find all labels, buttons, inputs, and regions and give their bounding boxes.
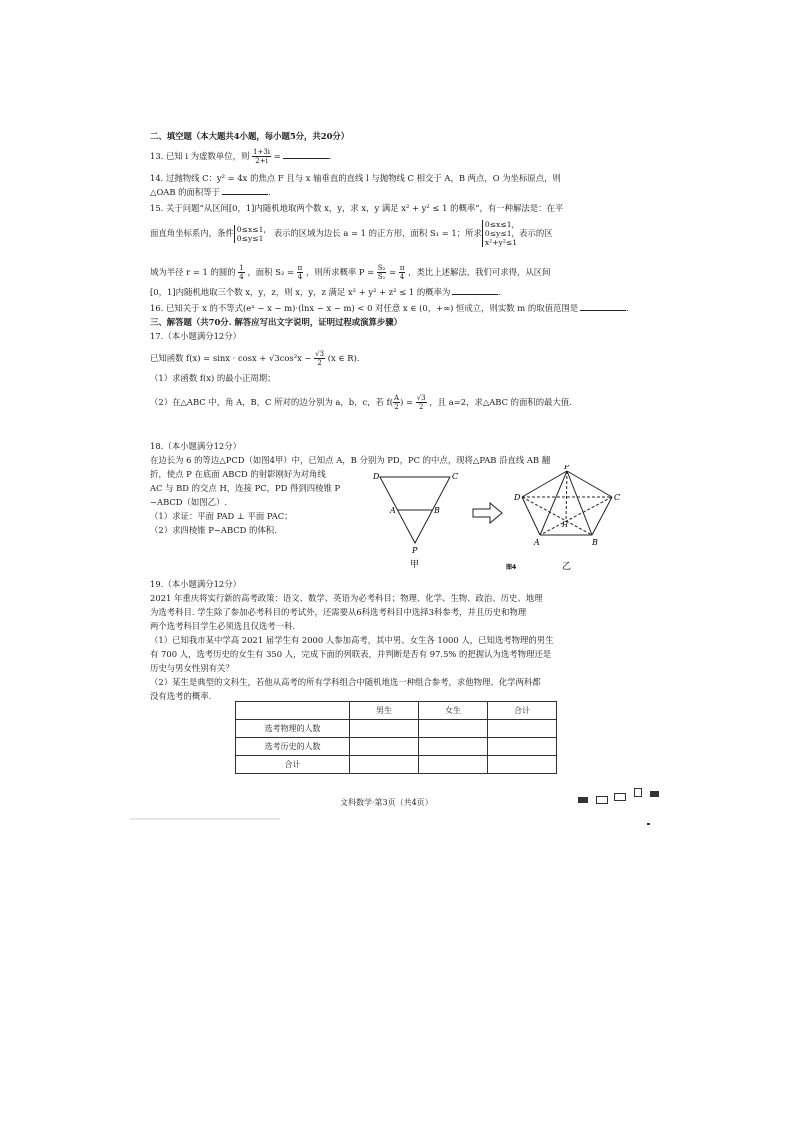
label-B-jia: B	[434, 506, 440, 515]
figure-caption: 图4	[506, 564, 517, 571]
q19-line5: 有 700 人，选考历史的女生有 350 人，完成下面的列联表，并判断是否有 97.5% 的把握认为选考物理还是	[150, 649, 552, 659]
q18-line2: 折，使点 P 在底面 ABCD 的射影刚好为对角线	[150, 469, 326, 479]
question-15-line4: [0，1]内随机地取三个数 x，y，z，则 x，y，z 满足 x² + y² + z² ≤ 1 的概率为 .	[150, 287, 502, 297]
label-A-jia: A	[390, 506, 396, 515]
table-cell	[419, 720, 488, 738]
table-cell	[488, 720, 557, 738]
q19-line6: 历史与男女性别有关？	[150, 663, 234, 673]
question-16: 16. 已知关于 x 的不等式(eˣ − x − m)·(lnx − x − m) < 0 对任意 x ∈ (0，+∞) 恒成立，则实数 m 的取值范围是 .	[150, 303, 629, 313]
answer-blank	[283, 150, 329, 159]
q19-line8: 没有选考的概率.	[150, 691, 212, 701]
figure-4	[370, 465, 650, 575]
q18-line1: 在边长为 6 的等边△PCD（如图4甲）中，已知点 A，B 分别为 PD，PC 的中点，现将△PAB 沿直线 AB 翻	[150, 455, 551, 465]
q18-line4: −ABCD（如图乙）.	[150, 497, 228, 507]
row-label: 选考物理的人数	[236, 720, 350, 738]
table-header-row	[236, 702, 557, 720]
label-H-yi: H	[562, 521, 569, 529]
answer-blank	[580, 302, 626, 311]
q19-line3: 两个选考科目学生必须选且仅选考一科.	[150, 621, 296, 631]
label-A-yi: A	[534, 538, 540, 547]
caption-jia: 甲	[410, 560, 420, 570]
q17-part1: （1）求函数 f(x) 的最小正周期；	[150, 373, 276, 383]
registration-mark	[578, 797, 588, 803]
answer-blank	[222, 186, 268, 195]
figure-yi	[513, 465, 620, 572]
section2-heading: 二、填空题（本大题共4小题，每小题5分，共20分）	[150, 131, 350, 141]
label-D-yi: D	[514, 493, 521, 502]
page-footer: 文科数学·第3页（共4页）	[340, 798, 433, 807]
registration-mark	[650, 791, 659, 797]
table-cell	[488, 738, 557, 756]
table-header: 男生	[350, 702, 419, 720]
table-row	[236, 756, 557, 774]
contingency-table	[235, 701, 557, 774]
q18-part2: （2）求四棱锥 P−ABCD 的体积.	[150, 525, 277, 535]
question-15-line1: 15. 关于问题“从区间[0，1]内随机地取两个数 x，y，求 x，y 满足 x² + y² ≤ 1 的概率”，有一种解法是：在平	[150, 203, 564, 213]
q17-given: 已知函数 f(x) = sinx · cosx + √3cos²x − $\frac{√3}{2}$ (x ∈ R).	[150, 350, 360, 367]
table-cell	[419, 738, 488, 756]
registration-mark	[647, 823, 650, 825]
q13-fraction: $\frac{1+3i}{2+i}$	[253, 148, 271, 165]
table-row	[236, 720, 557, 738]
table-cell	[350, 720, 419, 738]
section3-heading: 三、解答题（共70分. 解答应写出文字说明，证明过程或演算步骤）	[150, 317, 402, 327]
label-C-yi: C	[614, 493, 621, 502]
table-cell	[236, 702, 350, 720]
table-cell	[350, 738, 419, 756]
answer-blank	[452, 286, 498, 295]
q17-part2: （2）在△ABC 中，角 A，B，C 所对的边分别为 a，b，c，若 f( $\frac{A}{2}$ ) = $\frac{√3}{2}$ ，且 a=2，求△ABC 的面积的最大值.	[150, 394, 572, 411]
q17-title: 17.（本小题满分12分）	[150, 331, 241, 341]
q18-part1: （1）求证：平面 PAD ⊥ 平面 PAC；	[150, 511, 293, 521]
label-B-yi: B	[592, 538, 598, 547]
q18-title: 18.（本小题满分12分）	[150, 441, 241, 451]
q19-line7: （2）某生是典型的文科生，若他从高考的所有学科组合中随机地选一种组合参考，求他物理、化学两科都	[150, 677, 541, 687]
arrow-icon	[473, 503, 502, 523]
label-C-jia: C	[452, 472, 459, 481]
scan-smudge	[130, 818, 280, 820]
q18-line3: AC 与 BD 的交点 H，连接 PC，PD 得到四棱锥 P	[150, 483, 341, 493]
table-header: 女生	[419, 702, 488, 720]
table-row	[236, 738, 557, 756]
question-15-line2: 面直角坐标系内，条件 0≤x≤1， 0≤y≤1 表示的区域为边长 a = 1 的正方形，面积 S₁ = 1；所求0≤x≤1， 0≤y≤1， x²+y²≤1表示的区	[150, 220, 553, 247]
label-D-jia: D	[373, 472, 380, 481]
condition-system-2: 0≤x≤1， 0≤y≤1， x²+y²≤1	[482, 220, 519, 247]
row-label: 选考历史的人数	[236, 738, 350, 756]
question-14-line1: 14. 过抛物线 C：y² = 4x 的焦点 F 且与 x 轴垂直的直线 l 与抛物线 C 相交于 A，B 两点，O 为坐标原点，则	[150, 173, 561, 183]
registration-mark	[596, 796, 608, 804]
question-15-line3: 域为半径 r = 1 的圆的 $\frac{1}{4}$ ，面积 S₂ = $\frac{\pi}{4}$ ，则所求概率 P = $\frac{\text{S₂}}{\text{S₁}}$ = $\frac{\pi}{4}$ ，类比上述解法，我们可求得，从区间	[150, 264, 551, 281]
row-label: 合计	[236, 756, 350, 774]
q19-title: 19.（本小题满分12分）	[150, 579, 241, 589]
label-P-yi: P	[564, 465, 570, 471]
label-P-jia: P	[412, 546, 418, 555]
table-header: 合计	[488, 702, 557, 720]
q19-line4: （1）已知我市某中学高 2021 届学生有 2000 人参加高考，其中男、女生各 1000 人，已知选考物理的男生	[150, 635, 554, 645]
q19-line2: 为选考科目. 学生除了参加必考科目的考试外，还需要从6科选考科目中选择3科参考，并且历史和物理	[150, 607, 527, 617]
question-13: 13. 已知 i 为虚数单位，则 $\frac{1+3i}{2+i}$ = .	[150, 148, 332, 165]
table-cell	[350, 756, 419, 774]
q19-line1: 2021 年重庆将实行新的高考政策：语文、数学、英语为必考科目；物理、化学、生物、政治、历史、地理	[150, 593, 543, 603]
registration-mark	[634, 788, 642, 797]
figure-jia	[372, 472, 458, 570]
caption-yi: 乙	[562, 562, 572, 572]
question-14-line2: △OAB 的面积等于 .	[150, 187, 271, 197]
table-cell	[419, 756, 488, 774]
q13-text: 13. 已知 i 为虚数单位，则	[150, 151, 250, 161]
table-cell	[488, 756, 557, 774]
condition-system-1: 0≤x≤1， 0≤y≤1	[234, 225, 271, 243]
registration-mark	[614, 793, 626, 801]
